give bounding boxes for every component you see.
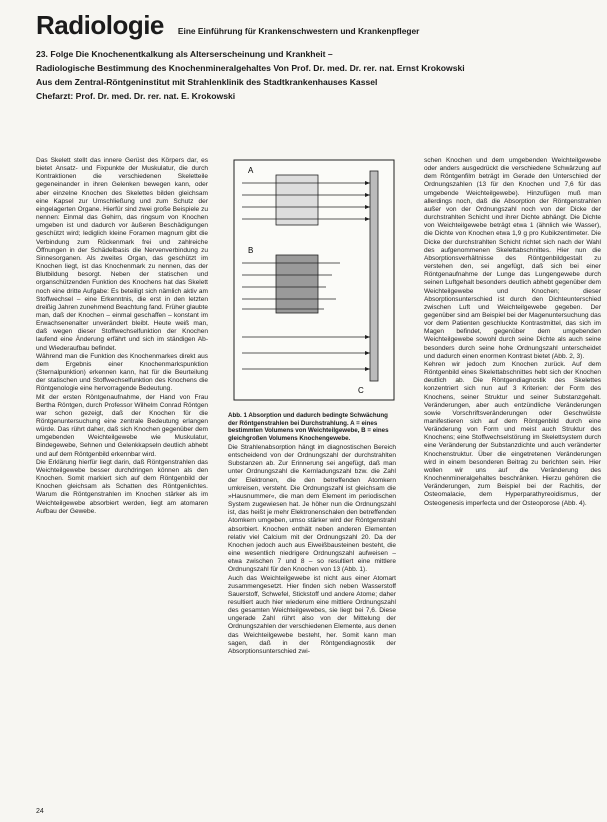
- institute-line: Aus dem Zentral-Röntgeninstitut mit Strahlenklinik des Stadtkrankenhauses Kassel: [36, 77, 378, 87]
- figure-label-c: C: [358, 386, 364, 395]
- body-column-2: [228, 444, 396, 806]
- paragraph: Während man die Funktion des Knochenmarkes direkt aus dem Ergebnis einer Knochenmarkspunktion (Sternalpunktion) erkennen kann, hat für die Beurteilung der statischen und Stoffwechselfunktion des Knochens die Röntgenologie eine hervorragende Bedeutung.: [36, 352, 208, 393]
- figure-caption: Abb. 1 Absorption und dadurch bedingte Schwächung der Röntgenstrahlen bei Durchstrahlung. A = eines bestimmten Volumens von Weichteilgewebe, B = eines gleichgroßen Volumens Knochengewebe.: [228, 412, 389, 442]
- paragraph: Die Erklärung hierfür liegt darin, daß Röntgenstrahlen das Weichteilgewebe besser durchdringen können als den Knochen. Somit markiert sich auf dem Röntgenbild der Knochen gleichsam als Schatten des Röntgenlichtes. Warum die Röntgenstrahlen im Knochen stärker als im Weichteilgewebe absorbiert werden, liegt am atomaren Aufbau der Gewebe.: [36, 458, 208, 515]
- figure-label-a: A: [248, 166, 254, 175]
- figure-graphic: [228, 157, 396, 412]
- author-line: Radiologische Bestimmung des Knochenmineralgehaltes Von Prof. Dr. med. Dr. rer. nat. Ernst Krokowski: [36, 63, 465, 73]
- paragraph: Mit der ersten Röntgenaufnahme, der Hand von Frau Bertha Röntgen, durch Professor Wilhelm Conrad Röntgen war schon gezeigt, daß der Knochen für die Röntgenuntersuchung eine zentrale Bedeutung erlangen würde. Das rührt daher, daß sich Knochen gegenüber dem umgebenden Weichteilgewebe wie Muskulatur, Bindegewebe, Sehnen und Gelenkkapseln deutlich abhebt und auf dem Röntgenbild erkennbar wird.: [36, 393, 208, 458]
- article-header: [36, 10, 602, 101]
- body-column-1: [36, 157, 208, 807]
- series-line: 23. Folge Die Knochenentkalkung als Alterserscheinung und Krankheit –: [36, 49, 333, 59]
- article-subtitle: Eine Einführung für Krankenschwestern und Krankenpfleger: [177, 26, 420, 36]
- paragraph: Die Strahlenabsorption hängt im diagnostischen Bereich entscheidend von der Ordnungszahl der durchstrahlten Substanzen ab. Zur Erinnerung sei angefügt, daß man unter Ordnungszahl die Kernladungszahl bzw. die Zahl der Elektronen, die den betreffenden Atomkern umkreisen, versteht. Die Ordnungszahl ist gleichsam die »Hausnummer«, die man dem Element im periodischen System zugewiesen hat. Je höher nun die Ordnungszahl ist, das heißt je mehr Elektronenschalen den betreffenden Atomkern umgeben, umso stärker wird der Röntgenstrahl absorbiert. Knochen enthält neben anderen Elementen relativ viel Calcium mit der Ordnungszahl 20. Da der Knochen jedoch auch aus Eiweißbausteinen besteht, die eine wesentlich niedrigere Ordnungszahl aufweisen – etwa zwischen 7 und 8 – so resultiert eine mittlere Ordnungszahl für den Knochen von 13 (Abb. 1).: [228, 444, 396, 574]
- chief-line: Chefarzt: Prof. Dr. med. Dr. rer. nat. E. Krokowski: [36, 91, 236, 101]
- body-column-3: [424, 157, 601, 807]
- figure-label-b: B: [248, 246, 254, 255]
- paragraph: Das Skelett stellt das innere Gerüst des Körpers dar, es bietet Ansatz- und Fixpunkte der Muskulatur, die durch Kontraktionen die verschiedenen Skeletteile gegeneinander in ihren Gelenken bewegen kann, oder aber einzelne Knochen des Skelettes bilden gleichsam eine Kapsel zur Umschließung und zum Schutz der eingelagerten Organe. Hierfür sind zwei große Beispiele zu nennen: Einmal das Gehirn, das ringsum von Knochen umgeben ist und dadurch vor äußeren Beschädigungen geschützt wird; lediglich kleine Foramen magnum gibt die Verbindung zum Rückenmark frei und zahlreiche Öffnungen in der Schädelbasis die Nervenverbindung zu Sinnesorganen. Als zweites Organ, das geschützt im Knochen liegt, ist das Knochenmark zu nennen, das der Blutbildung besorgt. Neben der statischen und organschützenden Funktion des Knochens hat das Skelett noch eine dritte Aufgabe: Es beteiligt sich nämlich aktiv am Stoffwechsel – eine Erkenntnis, die erst in den letzten dreißig Jahren zunehmend Beachtung fand. Früher glaubte man, daß der Knochen – einmal geschaffen – konstant im Erwachsenenalter unverändert bleibt. Heute weiß man, daß wegen dieser Stoffwechselfunktion der Knochen laufend eine Änderung erfährt und sich im ständigen Ab- und Wiederaufbau befindet.: [36, 157, 208, 352]
- paragraph: Auch das Weichteilgewebe ist nicht aus einer Atomart zusammengesetzt. Hier finden sich neben Wasserstoff Sauerstoff, Schwefel, Stickstoff und andere Atome; daher resultiert auch hier wiederum eine mittlere Ordnungszahl des gesamten Weichteilgewebes, sie liegt bei 7,6. Diese ungerade Zahl rührt also von der Mittelung der Ordnungszahlen der verschiedenen Elemente, aus denen das Weichteilgewebe besteht, her. Somit kann man sagen, daß in der Röntgendiagnostik der Absorptionsunterschied zwi-: [228, 574, 396, 655]
- article-title: Radiologie: [36, 10, 164, 40]
- paragraph: schen Knochen und dem umgebenden Weichteilgewebe oder anders ausgedrückt die verschiedene Schwärzung auf dem Röntgenfilm beträgt im Gerade den Unterschied der Ordnungszahlen (13 für den Knochen und 7,6 für das umgebende Weichteilgewebe). Hinzufügen muß man allerdings noch, daß die Absorption der Röntgenstrahlen außer von der Ordnungszahl noch von der Dicke der durchstrahlten Schicht und ihrer Dichte abhängt. Die Dichte von Weichteilgewebe beträgt etwa 1 (ähnlich wie Wasser), die Dichte von Knochen etwa 1,9 g pro Kubikzentimeter. Die Dicke der durchstrahlten Schicht richtet sich nach der Wahl des aufgenommenen Skelettabschnittes. Hier nun die Absorptionsverhältnisse des Röntgenbildgestalt zu verstehen den, sei angefügt, daß sich bei einer Röntgenaufnahme der Lunge das Lungengewebe durch seinen Luftgehalt besonders deutlich abhebt gegenüber dem Weichteilgewebe und Knochen; dieser Absorptionsunterschied ist durch den Dichteunterschied zwischen Luft und Weichteilgewebe gegeben. Der gegenüber sind am Beispiel bei der Magenuntersuchung das vor dem Patienten geschluckte Kontrastmittel, das sich im Magen befindet, gegenüber dem umgebenden Weichteilgewebe sowohl durch seine Dichte als auch seine besonders durch seine hohe Ordnungszahl unterscheidet und dadurch einen enormen Kontrast bietet (Abb. 2, 3).: [424, 157, 601, 360]
- page-number: 24: [36, 808, 44, 815]
- paragraph: Kehren wir jedoch zum Knochen zurück. Auf dem Röntgenbild eines Skelettabschnittes hebt sich der Knochen deutlich ab. Die Röntgendiagnostik des Skelettes konzentriert sich nun auf 3 Kriterien: der Form des Knochens, seiner Struktur und seiner Substanzgehalt. Veränderungen, aber auch entzündliche Veränderungen sowie Vorschriftsveränderungen oder Geschwülste manifestieren sich auf dem Röntgenbild durch eine Veränderung von Form und meist auch Struktur des Knochens; eine Stoffwechselstörung im Skelettsystem durch eine Veränderung der Substanzdichte und auch veränderter Knochenstruktur. Über die eingetretenen Veränderungen wird in einem besonderen Beitrag zu berichten sein. Hier wollen wir uns auf die Veränderung des Knochenmineralgehaltes beschränken. Hierzu gehören die Veränderungen, zum Beispiel bei der Rachitis, der Osteomalacie, dem Hyperparathyreoidismus, der Osteogenesis imperfecta und der Osteoporose (Abb. 4).: [424, 360, 601, 507]
- figure-absorption: [228, 157, 396, 412]
